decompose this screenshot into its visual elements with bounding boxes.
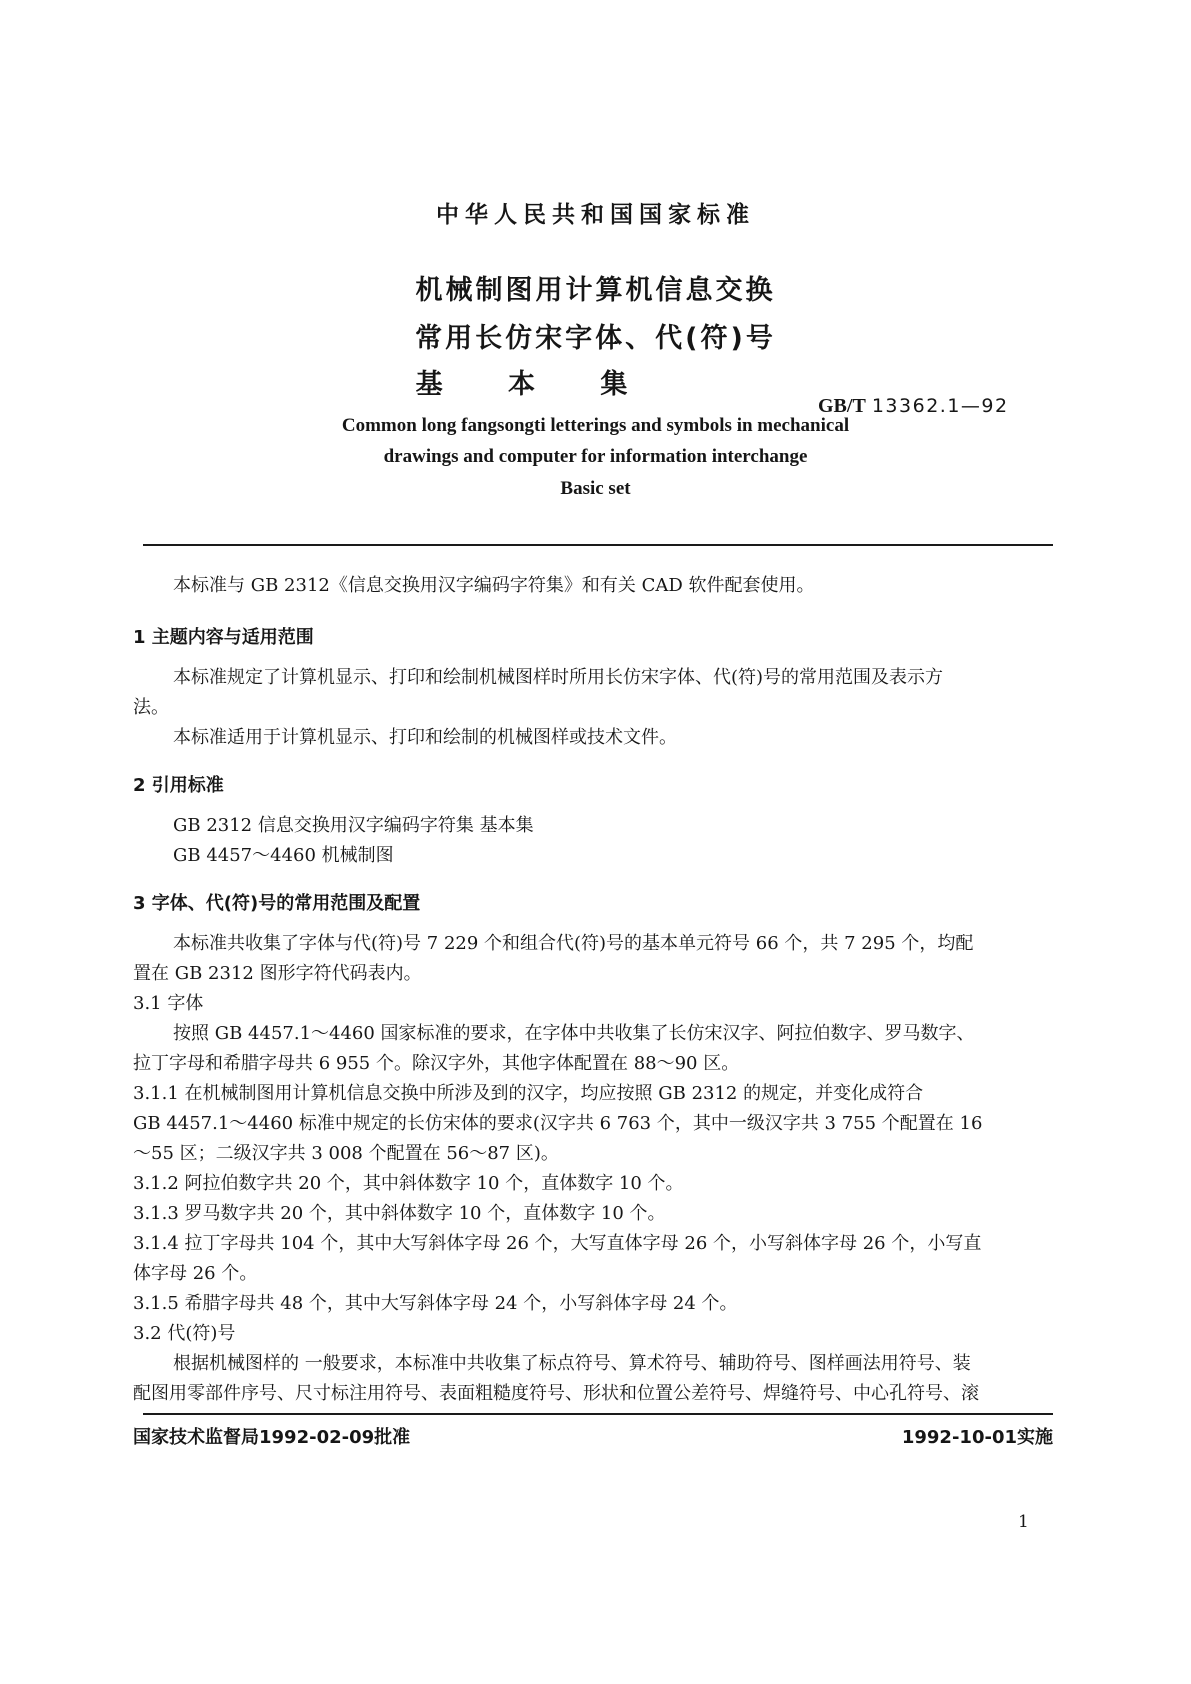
- section-3-1-4-line-1: 3.1.4 拉丁字母共 104 个，其中大写斜体字母 26 个，大写直体字母 26 个，小写斜体字母 26 个，小写直: [133, 1233, 982, 1254]
- section-3-para-line-2: 置在 GB 2312 图形字符代码表内。: [133, 963, 422, 984]
- section-3-1-1-line-1: 3.1.1 在机械制图用计算机信息交换中所涉及到的汉字，均应按照 GB 2312 的规定，并变化成符合: [133, 1083, 924, 1104]
- section-3-heading: 3 字体、代(符)号的常用范围及配置: [133, 893, 421, 914]
- section-1-heading: 1 主题内容与适用范围: [133, 627, 314, 648]
- section-3-2-line-2: 配图用零部件序号、尺寸标注用符号、表面粗糙度符号、形状和位置公差符号、焊缝符号、中心孔符号、滚: [133, 1383, 979, 1404]
- reference-item: GB 4457～4460 机械制图: [173, 845, 394, 866]
- section-2-heading: 2 引用标准: [133, 775, 224, 796]
- section-3-1-line-2: 拉丁字母和希腊字母共 6 955 个。除汉字外，其他字体配置在 88～90 区。: [133, 1053, 740, 1074]
- section-3-1-2: 3.1.2 阿拉伯数字共 20 个，其中斜体数字 10 个，直体数字 10 个。: [133, 1173, 684, 1194]
- section-3-1-1-line-3: ～55 区；二级汉字共 3 008 个配置在 56～87 区)。: [133, 1143, 559, 1164]
- english-title-line-1: Common long fangsongti letterings and symbols in mechanical: [341, 415, 850, 436]
- implementation-date: 1992-10-01实施: [901, 1427, 1053, 1448]
- section-1-para-1-line-1: 本标准规定了计算机显示、打印和绘制机械图样时所用长仿宋字体、代(符)号的常用范围及表示方: [173, 667, 944, 688]
- title-line-3: 基 本 集: [415, 369, 656, 400]
- section-3-1-line-1: 按照 GB 4457.1～4460 国家标准的要求，在字体中共收集了长仿宋汉字、阿拉伯数字、罗马数字、: [173, 1023, 975, 1044]
- section-1-para-1-line-2: 法。: [133, 697, 169, 718]
- section-3-1-heading: 3.1 字体: [133, 993, 204, 1014]
- standard-org-heading: 中华人民共和国国家标准: [436, 202, 755, 228]
- approval-date: 国家技术监督局1992-02-09批准: [133, 1427, 411, 1448]
- top-divider: [143, 544, 1053, 546]
- standard-code-prefix: GB/T: [818, 395, 866, 417]
- section-3-1-5: 3.1.5 希腊字母共 48 个，其中大写斜体字母 24 个，小写斜体字母 24 个。: [133, 1293, 738, 1314]
- title-line-1: 机械制图用计算机信息交换: [415, 275, 776, 306]
- intro-paragraph: 本标准与 GB 2312《信息交换用汉字编码字符集》和有关 CAD 软件配套使用。: [173, 575, 815, 596]
- section-3-1-3: 3.1.3 罗马数字共 20 个，其中斜体数字 10 个，直体数字 10 个。: [133, 1203, 666, 1224]
- english-title-line-2: drawings and computer for information interchange: [383, 446, 808, 467]
- section-3-para-line-1: 本标准共收集了字体与代(符)号 7 229 个和组合代(符)号的基本单元符号 66 个，共 7 295 个，均配: [173, 933, 974, 954]
- section-3-1-1-line-2: GB 4457.1～4460 标准中规定的长仿宋体的要求(汉字共 6 763 个，其中一级汉字共 3 755 个配置在 16: [133, 1113, 983, 1134]
- section-3-1-4-line-2: 体字母 26 个。: [133, 1263, 258, 1284]
- bottom-divider: [143, 1413, 1053, 1415]
- section-3-2-line-1: 根据机械图样的 一般要求，本标准中共收集了标点符号、算术符号、辅助符号、图样画法用符号、装: [173, 1353, 971, 1374]
- section-1-para-2: 本标准适用于计算机显示、打印和绘制的机械图样或技术文件。: [173, 727, 677, 748]
- section-3-2-heading: 3.2 代(符)号: [133, 1323, 236, 1344]
- title-line-2: 常用长仿宋字体、代(符)号: [415, 323, 776, 354]
- english-title-line-3: Basic set: [560, 478, 631, 499]
- reference-item: GB 2312 信息交换用汉字编码字符集 基本集: [173, 815, 534, 836]
- standard-code-number: 13362.1—92: [871, 395, 1009, 417]
- page-number: 1: [1018, 1512, 1029, 1532]
